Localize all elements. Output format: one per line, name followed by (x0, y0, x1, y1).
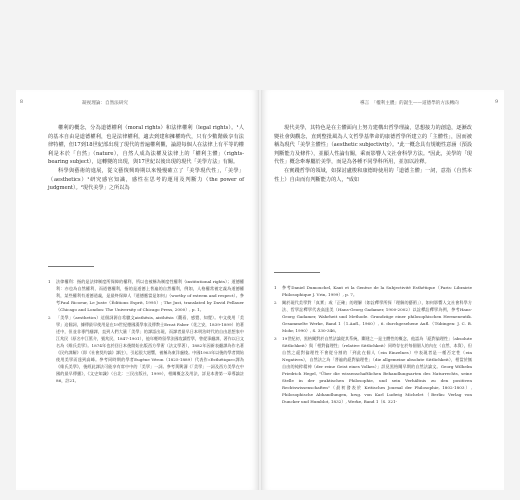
paragraph: 在實踐哲學的領域，如探討盧梭和康德時使用的「道德主體」一詞，意指（自然本性上）自由而有判斷能力的人，³成如 (274, 167, 472, 183)
footnote (274, 335, 472, 405)
running-header: 凝视理論：自然法研究 (82, 101, 128, 106)
right-page (262, 90, 504, 490)
footnote (48, 314, 244, 384)
footnote-text: 參考Daniel Dumouchel, Kant et la Genèse de la Subjectivité Esthétique（Paris: Librairie Philosophique J. Vrin, 1999）, p. 7。 (282, 285, 472, 297)
running-header: 導言 「權利主體」的誕生——道德學的方法轉向 (360, 101, 459, 106)
paragraph: 科學與藝術的進展，從文藝復興時期以來慢慢確立了「美學現代性」，「美學」（aesthetics）¹研究感官知識，感性在思考的運用及判斷力（the power of judgment）。²現代美學」之所以為 (48, 167, 244, 192)
footnote-mark: 2 (274, 300, 277, 305)
footnote-mark: 1 (274, 285, 277, 290)
footnote-text: 「美學」（aesthetics）這個詞源自希臘文aisthēsis, aisthēsis（觀看、感覺、知覺）。中文使用「美學」這個詞，據傳最早使用是在19世紀德國漢學家及傳教士Ernst Faber（花之安，1839-1899）的著述中，但並非專門翻譯，直到人們大量「美學」的譯語出現，而譯者最早日本明治時代的自由思想家中江兆民（原名中江篤介，號兆民，1847-1901），他年輕時留學法國攻讀哲學，曾從事翻譯，著作以日文名為《維氏美學》。1874年也於回日本後開始出版西方學術（法文學著），1882年因新表翻譯為作名著《民約譯解》（即《社會契約論》譯注），引起很大迴響，被稱為東洋盧梭。中國1903年以後的學者開始使用美學而達到高峰。參考同時期的學者Eugène Véron（1825-1889）代表作«Esthétique»譯為《維氏美學》，後經此譯法可能享有席中中的「美學」一詞。參考黃興濤《「美學」一詞及西方美學在中國的最早傳播》，《文史知識》（台北：三民出版社，1999），相關概念及用法，詳見本書第一章導論註86，註21。 (56, 315, 245, 383)
left-page (16, 90, 258, 490)
footnotes (274, 284, 472, 406)
footnote-text: 關於現代美學對「真實」或「正確」的理解（如詮釋學所探「理解的藝術」），如何影響人文社會科學方法、哲學詮釋學代表高達美（Hans-Georg Gadamer, 1900-2002）以詮釋詮釋學為例，參考Hans-Georg Gadamer, Wahrheit und Methode. Grundzüge einer philosophischen Hermeneutik. Gesammelte Werke, Band 1（1.Aufl., 1960）, 6. durchgesehene Aufl.（Tübingen: J. C. B. Mohr, 1990）, S. 330-346。 (282, 300, 472, 333)
footnote-text: 法律權利：指的是法律制度所保障的權利，所以也被稱為制度性權利（institutional rights）；道德權利：亦也為自然權利，而道德權利，指的是道德上普遍的自然權利，例如，人格權常被定義為道德權利，某些權利有道德道義，是最終保障人『道德應當是如何』（worthy of esteem and respect）。參考Paul Ricoeur, Le Juste（Éditions Esprit, 1995）; The Just, translated by David Pellauer（Chicago and London: The University of Chicago Press, 2000）, p. 1。 (56, 279, 244, 312)
footnote (48, 278, 244, 313)
footnote (274, 299, 472, 334)
footnote-mark: 1 (48, 279, 51, 284)
footnote (274, 284, 472, 298)
footnote-text: 19世紀初，黑格爾對於自然法論從其系統，闡建之一是主體性的概念，他認為「絕對倫理性」（absolute Sittlichkeit）與「相對倫理性」（relative Sittlichkeit）同時存在於每個個人的內在（自然、本質），但自然之絕對倫理性不會從分割的「到此在個人（ein Einzelnes）中表現者是一種否定性（ein Negatives），自然法之為「普遍的絕對倫理性」（die allgemeine absolute Sittlichkeit），相當於無自由的純粹精神（der reine Geist eines Volkes）」詳見黑格爾早期的自然法論文。Georg Wilhelm Friedrich Hegel, "Über die wissenschaftlichen Behandlungsarten des Naturrechts, seine Stelle in der praktischen Philosophie, und sein Verhältnis zu den positiven Rechtswissenschaften"（最初發表於 Kritisches Journal der Philosophie, 1802-1803）, Philosophische Abhandlungen, hrsg. von Karl Ludwig Michelet（Berlin: Verlag von Duncker und Humblot, 1832）, Werke, Band 1（S. 321- (282, 336, 472, 404)
body-text (274, 124, 472, 184)
page-number: 9 (495, 100, 498, 105)
footnote-rule (48, 266, 94, 267)
footnotes (48, 278, 244, 385)
footnote-mark: 3 (274, 336, 277, 341)
page-number: 8 (20, 100, 23, 105)
body-text (48, 124, 244, 193)
footnote-mark: 2 (48, 315, 51, 320)
footnote-rule (274, 272, 320, 273)
paragraph: 現代美學，其特色是在主體面向上努力建構出哲學理論，思想接力的創造，逐漸改變社會與觀念，直到整批風為人文哲學基準命的康德哲學所建立的「主體性」，因而被稱為現代「美學主體性」（aesthetic subjectivity）。¹此一概念具有規範性意涵（預設判斷能力及條件），並顯人性論有關，乘而影響人文社會科學方法。²因此，美學的「現代性」概念牽專屬於美學，而是為各種不同學科所用，並加以詮釋。 (274, 125, 473, 166)
paragraph: 權利的概念，分為道德權利（moral rights）和法律權利（legal rights）。¹人的基本自由是道德權利，也是法律權利，適去到建和擁權時代，只有少數階級享有法律特權，但17到18世紀部出現了現代的普遍權利觀，論證每個人在法律上有平等的權利是本於「自然」（nature），自然人成為法權及法律上的「權利主體」（rights-bearing subject），這轉變的出現，與17世紀以後出現的現代「美學方法」有關。 (48, 125, 244, 166)
